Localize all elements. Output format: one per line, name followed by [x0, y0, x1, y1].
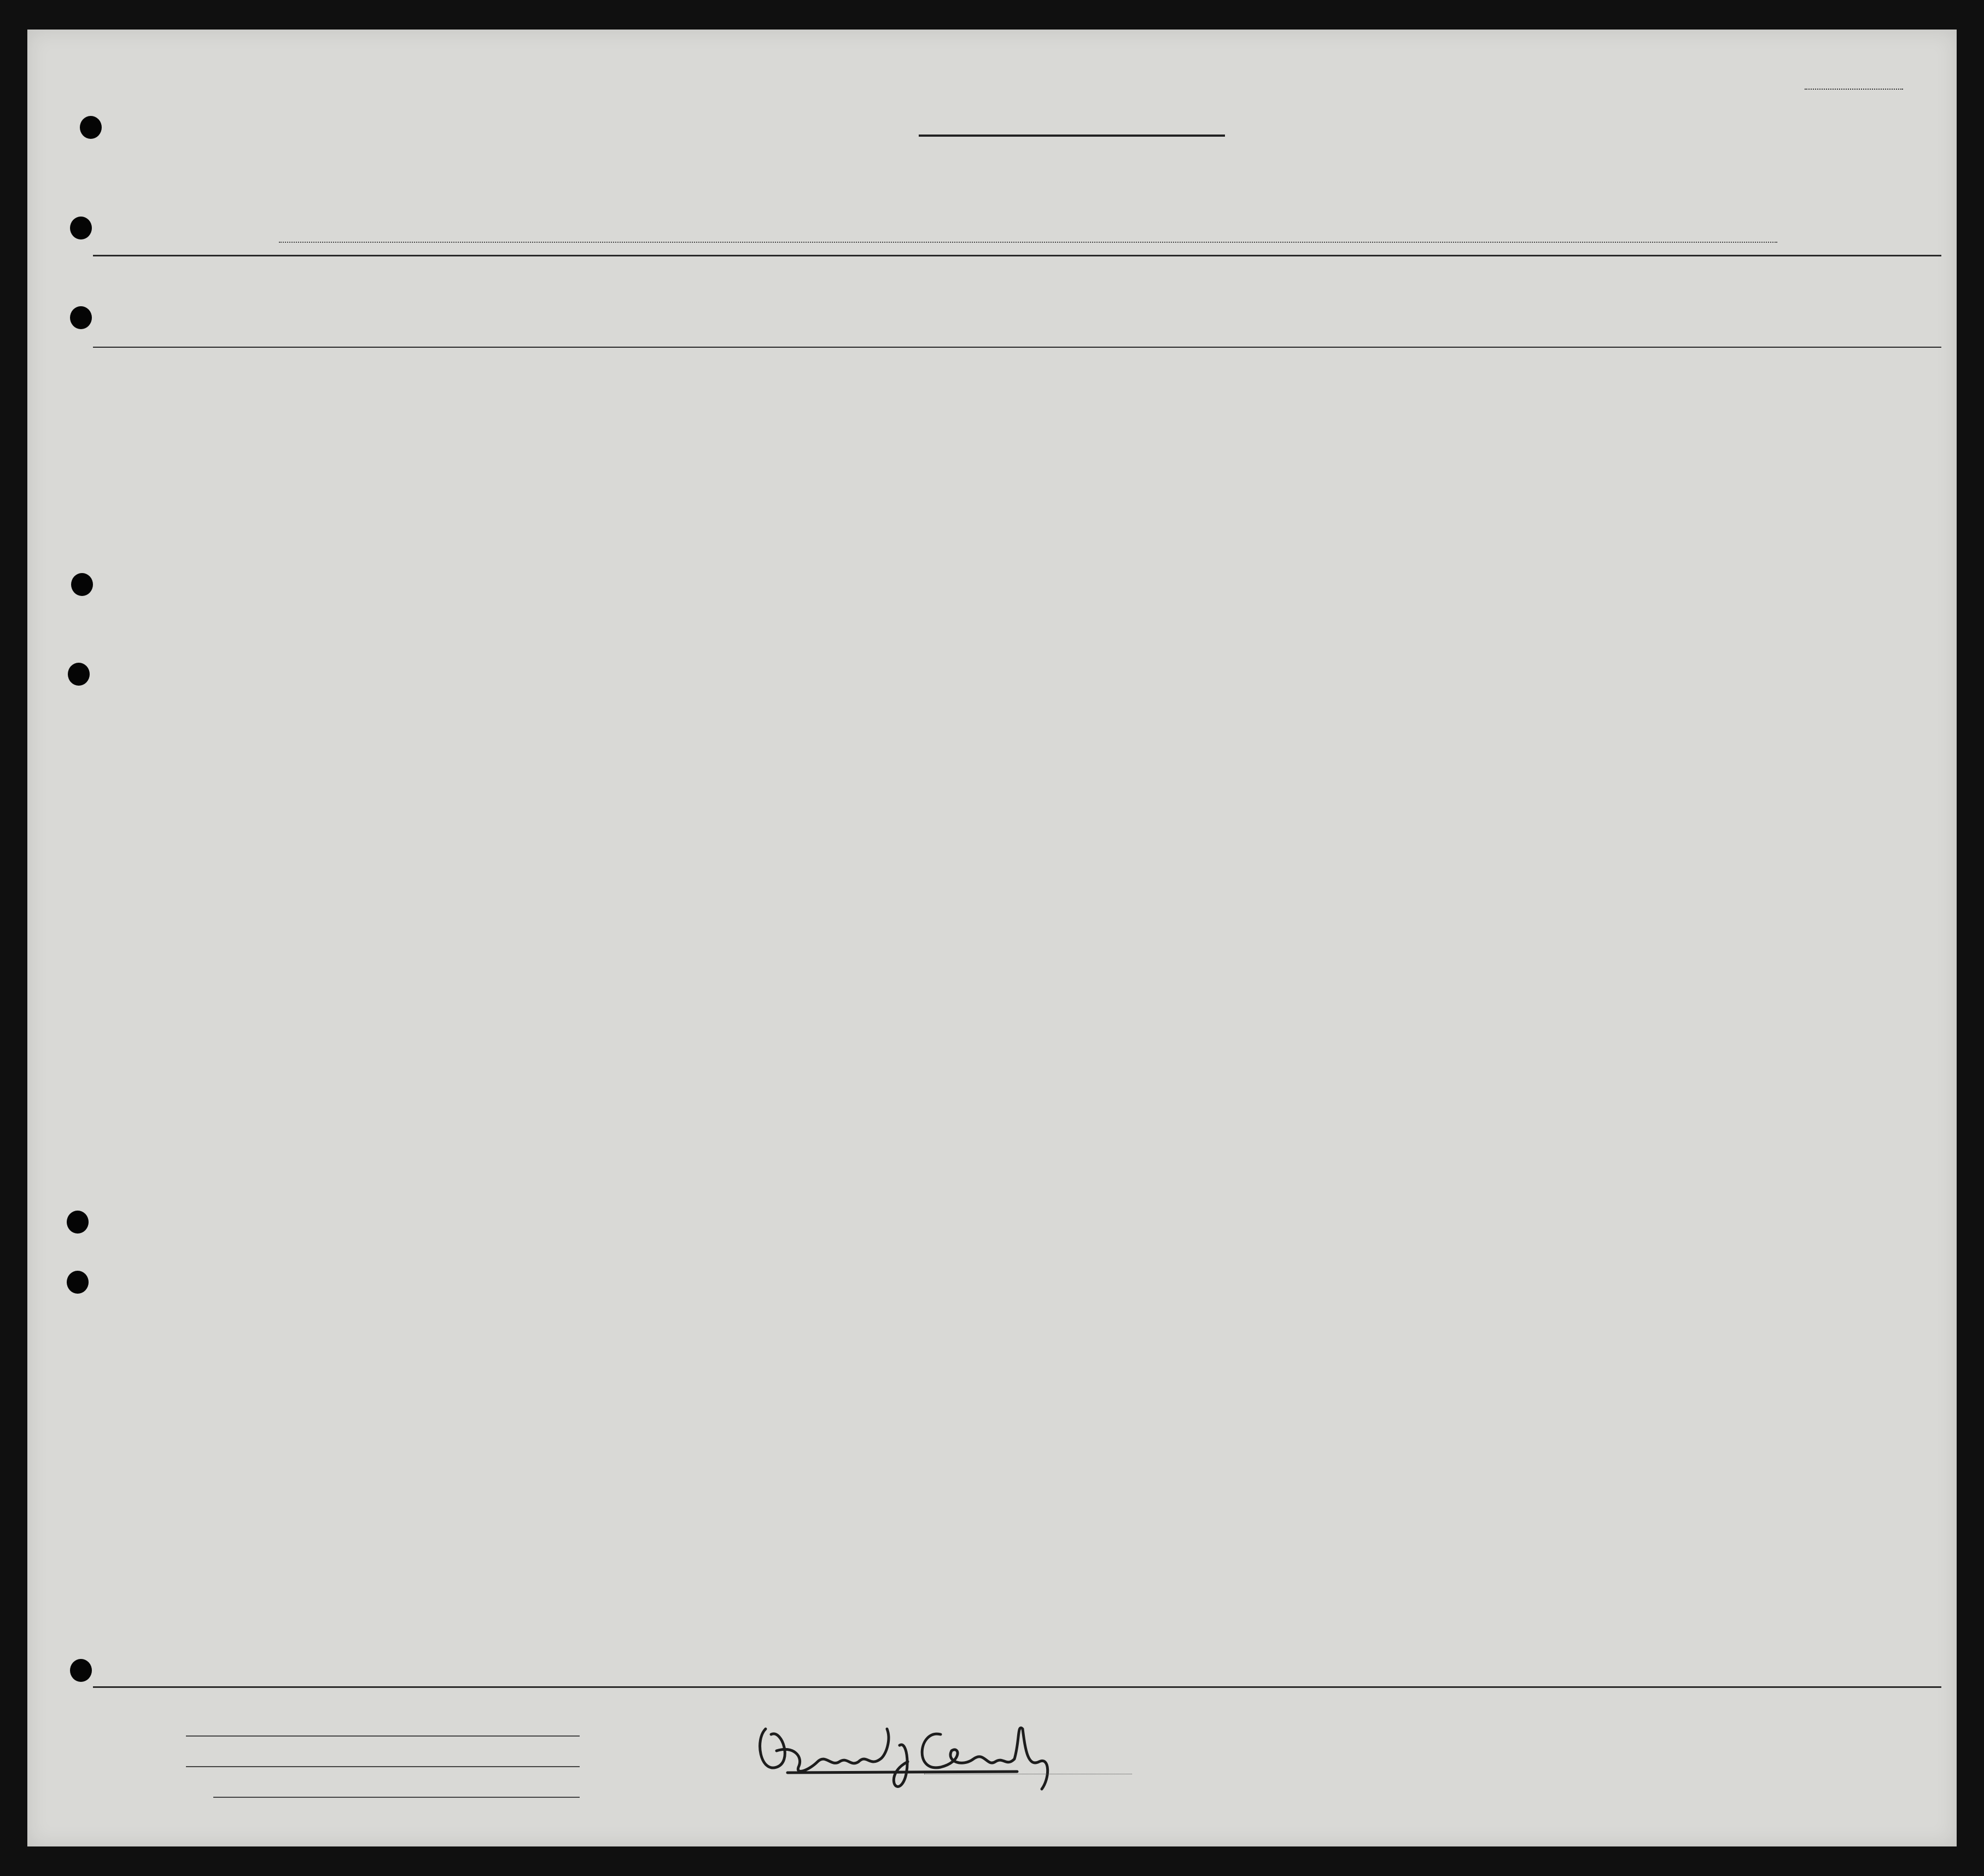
line-field — [186, 1735, 580, 1737]
table-bottom-border — [93, 1686, 1941, 1688]
header-bottom-border — [93, 347, 1941, 348]
title-underline — [919, 135, 1225, 137]
sheet-number-field — [1805, 89, 1903, 90]
punch-hole — [67, 1271, 89, 1294]
owners-field — [186, 1766, 580, 1767]
punch-hole — [70, 306, 92, 329]
punch-hole — [70, 217, 92, 239]
punch-hole — [67, 1211, 89, 1234]
punch-hole — [80, 116, 102, 139]
local-agents-field — [213, 1797, 580, 1798]
table-top-border — [93, 255, 1941, 256]
inspector-signature — [744, 1707, 1083, 1795]
vessel-line-rule — [279, 242, 1777, 243]
punch-hole — [71, 573, 93, 596]
punch-hole — [68, 663, 90, 686]
manifest-sheet — [27, 30, 1957, 1846]
punch-hole — [70, 1659, 92, 1682]
